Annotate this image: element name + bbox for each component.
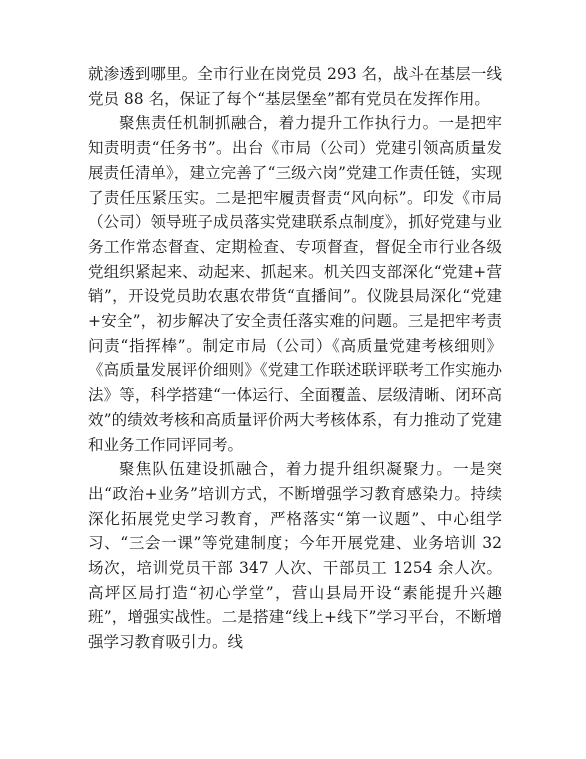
document-body bbox=[88, 62, 502, 655]
paragraph-1: 就渗透到哪里。全市行业在岗党员 293 名，战斗在基层一线党员 88 名，保证了每个“基层堡垒”都有党员在发挥作用。 bbox=[88, 65, 502, 108]
paragraph-3: 聚焦队伍建设抓融合，着力提升组织凝聚力。一是突出“政治+业务”培训方式，不断增强学习教育感染力。持续深化拓展党史学习教育，严格落实“第一议题”、中心组学习、“三会一课”等党建制度；今年开展党建、业务培训 32 场次，培训党员干部 347 人次、干部员工 1254 余人次。高坪区局打造“初心学堂”，营山县局开设“素能提升兴趣班”，增强实战性。二是搭建“线上+线下”学习平台，不断增强学习教育吸引力。线 bbox=[88, 460, 502, 652]
paragraph-2: 聚焦责任机制抓融合，着力提升工作执行力。一是把牢知责明责“任务书”。出台《市局（公司）党建引领高质量发展责任清单》，建立完善了“三级六岗”党建工作责任链，实现了责任压紧压实。二是把牢履责督责“风向标”。印发《市局（公司）领导班子成员落实党建联系点制度》，抓好党建与业务工作常态督查、定期检查、专项督查，督促全市行业各级党组织紧起来、动起来、抓起来。机关四支部深化“党建+营销”，开设党员助农惠农带货“直播间”。仪陇县局深化“党建+安全”，初步解决了安全责任落实难的问题。三是把牢考责问责“指挥棒”。制定市局（公司）《高质量党建考核细则》《高质量发展评价细则》《党建工作联述联评联考工作实施办法》等，科学搭建“一体运行、全面覆盖、层级清晰、闭环高效”的绩效考核和高质量评价两大考核体系，有力推动了党建和业务工作同评同考。 bbox=[88, 114, 502, 454]
